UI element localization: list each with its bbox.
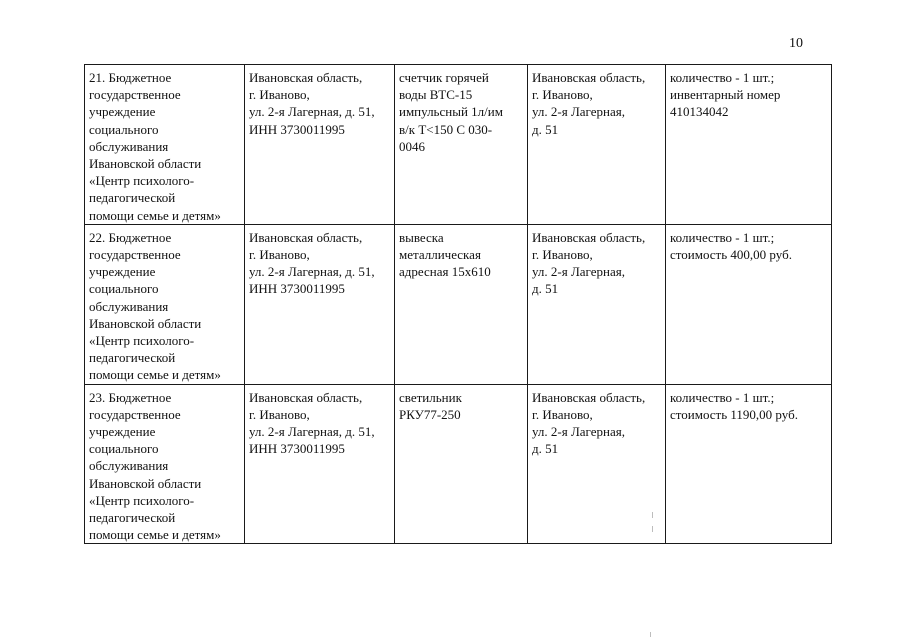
- address-cell: Ивановская область, г. Иваново, ул. 2-я Лагерная, д. 51, ИНН 3730011995: [245, 65, 395, 225]
- table-row: [85, 384, 832, 544]
- item-cell: вывеска металлическая адресная 15х610: [395, 224, 528, 384]
- scan-artifact: [652, 526, 653, 532]
- address-cell: Ивановская область, г. Иваново, ул. 2-я Лагерная, д. 51, ИНН 3730011995: [245, 224, 395, 384]
- quantity-cell: количество - 1 шт.; стоимость 1190,00 руб.: [666, 384, 832, 544]
- organization-cell: 23. Бюджетное государственное учреждение социального обслуживания Ивановской области «Центр психолого- педагогической помощи семье и детям»: [85, 384, 245, 544]
- page-number: 10: [789, 36, 803, 51]
- address-cell: Ивановская область, г. Иваново, ул. 2-я Лагерная, д. 51, ИНН 3730011995: [245, 384, 395, 544]
- quantity-cell: количество - 1 шт.; инвентарный номер 410134042: [666, 65, 832, 225]
- location-cell: Ивановская область, г. Иваново, ул. 2-я Лагерная, д. 51: [528, 65, 666, 225]
- property-table: [84, 64, 832, 544]
- location-cell: Ивановская область, г. Иваново, ул. 2-я Лагерная, д. 51: [528, 224, 666, 384]
- organization-cell: 21. Бюджетное государственное учреждение социального обслуживания Ивановской области «Центр психолого- педагогической помощи семье и детям»: [85, 65, 245, 225]
- item-cell: счетчик горячей воды ВТС-15 импульсный 1л/им в/к Т<150 С 030- 0046: [395, 65, 528, 225]
- scan-artifact: [650, 632, 651, 637]
- organization-cell: 22. Бюджетное государственное учреждение социального обслуживания Ивановской области «Центр психолого- педагогической помощи семье и детям»: [85, 224, 245, 384]
- table-row: [85, 224, 832, 384]
- location-cell: Ивановская область, г. Иваново, ул. 2-я Лагерная, д. 51: [528, 384, 666, 544]
- table-row: [85, 65, 832, 225]
- scan-artifact: [652, 512, 653, 518]
- quantity-cell: количество - 1 шт.; стоимость 400,00 руб.: [666, 224, 832, 384]
- item-cell: светильник РКУ77-250: [395, 384, 528, 544]
